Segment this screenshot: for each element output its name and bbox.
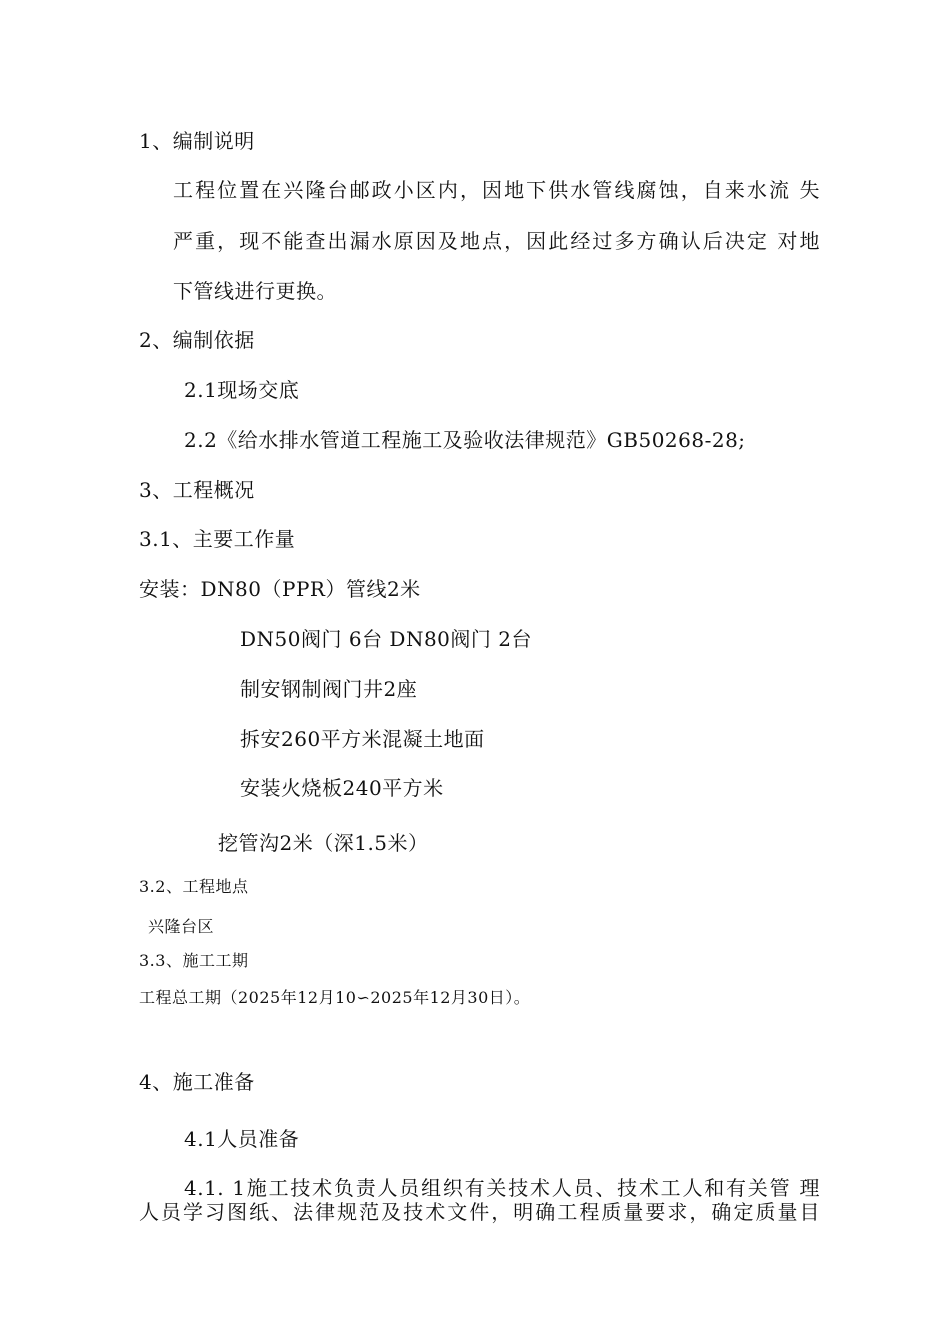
section-1-paragraph-line-1: 工程位置在兴隆台邮政小区内，因地下供水管线腐蚀，自来水流 失 xyxy=(173,178,820,202)
section-3-1-heading: 3.1、主要工作量 xyxy=(139,527,296,551)
section-2-item-2: 2.2《给水排水管道工程施工及验收法律规范》GB50268-28; xyxy=(184,428,746,452)
section-3-3-heading: 3.3、施工工期 xyxy=(139,951,249,970)
section-1-heading: 1、编制说明 xyxy=(139,129,255,153)
work-item-burnt-board: 安装火烧板240平方米 xyxy=(240,776,444,800)
section-2-heading: 2、编制依据 xyxy=(139,328,255,352)
section-3-heading: 3、工程概况 xyxy=(139,478,255,502)
schedule-text: 工程总工期（2025年12月10∽2025年12月30日）。 xyxy=(139,988,531,1007)
work-item-valves: DN50阀门 6台 DN80阀门 2台 xyxy=(240,627,532,651)
section-2-item-1: 2.1现场交底 xyxy=(184,378,300,402)
trench-line: 挖管沟2米（深1.5米） xyxy=(218,831,429,855)
install-line: 安装：DN80（PPR）管线2米 xyxy=(139,577,421,601)
section-4-1-heading: 4.1人员准备 xyxy=(184,1127,300,1151)
section-1-paragraph-line-3: 下管线进行更换。 xyxy=(173,279,337,303)
section-4-paragraph-line-1: 4.1. 1施工技术负责人员组织有关技术人员、技术工人和有关管 理 xyxy=(184,1176,820,1200)
section-3-2-heading: 3.2、工程地点 xyxy=(139,877,249,896)
location-text: 兴隆台区 xyxy=(148,917,215,936)
work-item-concrete-floor: 拆安260平方米混凝土地面 xyxy=(240,727,485,751)
section-4-heading: 4、施工准备 xyxy=(139,1070,255,1094)
section-1-paragraph-line-2: 严重，现不能查出漏水原因及地点，因此经过多方确认后决定 对地 xyxy=(173,229,820,253)
section-4-paragraph-line-2: 人员学习图纸、法律规范及技术文件，明确工程质量要求，确定质量目 xyxy=(139,1200,820,1224)
work-item-valve-well: 制安钢制阀门井2座 xyxy=(240,677,418,701)
